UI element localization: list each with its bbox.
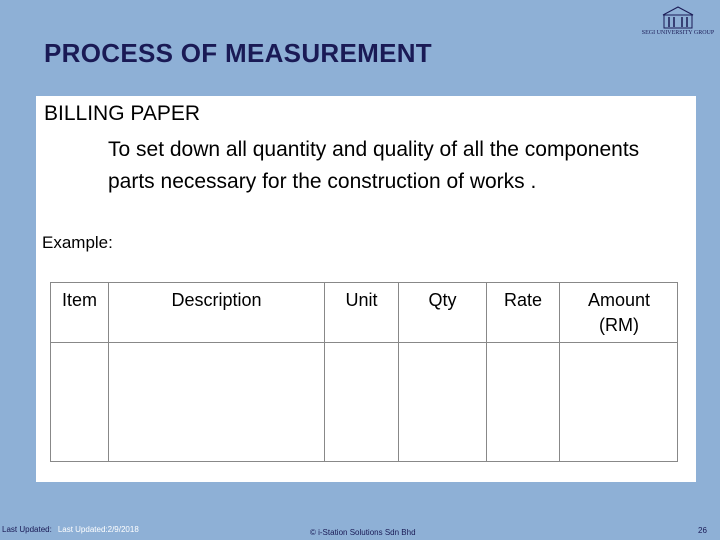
column-header-rate: Rate [503, 290, 543, 310]
column-divider [559, 283, 560, 461]
last-updated-label: Last Updated: [2, 525, 52, 534]
logo-text: SEGI UNIVERSITY GROUP [641, 30, 715, 36]
column-header-description: Description [171, 290, 262, 310]
footer-last-updated [2, 525, 139, 534]
column-header-unit: Unit [345, 290, 378, 310]
column-header-item: Item [61, 290, 97, 310]
header-divider [51, 342, 677, 343]
section-description: To set down all quantity and quality of all the components parts necessary for the construction of works . [108, 138, 640, 193]
footer-copyright: © i-Station Solutions Sdn Bhd [310, 528, 416, 537]
university-logo [636, 6, 720, 40]
page-number: 26 [698, 526, 707, 535]
billing-table [50, 282, 678, 462]
slide-title: PROCESS OF MEASUREMENT [44, 38, 432, 68]
column-header-amount: Amount (RM) [587, 290, 651, 335]
example-label: Example: [42, 233, 113, 252]
section-heading: BILLING PAPER [44, 102, 201, 125]
column-header-qty: Qty [428, 290, 457, 310]
building-icon [662, 6, 694, 30]
last-updated-value: Last Updated:2/9/2018 [57, 525, 139, 534]
content-panel [36, 96, 696, 482]
